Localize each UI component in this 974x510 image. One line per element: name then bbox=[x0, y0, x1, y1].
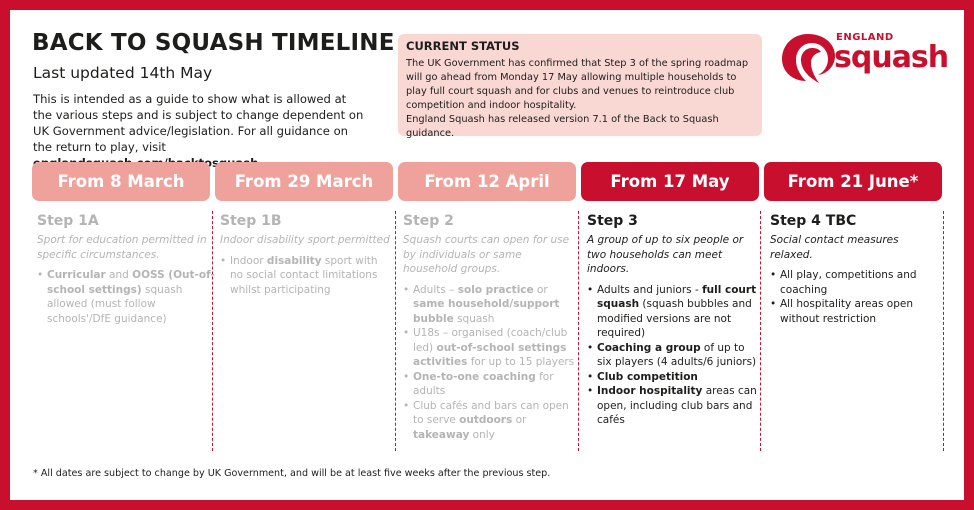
step-bullet: • Club cafés and bars can open to serve outdoors or takeaway only bbox=[403, 399, 575, 443]
step-bullet: • Indoor hospitality areas can open, including club bars and cafés bbox=[587, 384, 757, 428]
date-pill-8-march: From 8 March bbox=[32, 162, 210, 201]
step-subtitle: Sport for education permitted in specific circumstances. bbox=[37, 234, 207, 261]
step-bullet: • Curricular and OOSS (Out-of-school settings) squash allowed (must follow schools'/DfE guidance) bbox=[37, 268, 215, 326]
date-pill-17-may: From 17 May bbox=[581, 162, 759, 201]
step-bullets bbox=[770, 268, 938, 326]
footnote: * All dates are subject to change by UK Government, and will be at least five weeks after the previous step. bbox=[33, 468, 551, 479]
step-column-3 bbox=[587, 213, 757, 428]
page-title: BACK TO SQUASH TIMELINE bbox=[32, 30, 395, 56]
current-status-box bbox=[398, 34, 762, 139]
step-bullet: • Adults – solo practice or same household/support bubble squash bbox=[403, 283, 575, 327]
status-title: CURRENT STATUS bbox=[406, 39, 520, 53]
column-divider bbox=[943, 211, 944, 451]
step-bullets bbox=[220, 254, 392, 298]
step-title: Step 2 bbox=[403, 213, 454, 229]
step-bullet: • Coaching a group of up to six players (4 adults/6 juniors) bbox=[587, 341, 757, 370]
step-column-1a bbox=[37, 213, 215, 326]
step-title: Step 1B bbox=[220, 213, 282, 229]
logo-england-text: ENGLAND bbox=[836, 32, 894, 43]
step-bullet: • One-to-one coaching for adults bbox=[403, 370, 575, 399]
intro-text: This is intended as a guide to show what is allowed at the various steps and is subject to change dependent on UK Government advice/legislation. For all guidance on the return to play, visit bbox=[33, 92, 364, 154]
step-subtitle: Indoor disability sport permitted bbox=[220, 234, 390, 246]
england-squash-logo bbox=[778, 28, 950, 88]
step-bullets bbox=[403, 283, 575, 443]
step-bullet: • Indoor disability sport with no social contact limitations whilst participating bbox=[220, 254, 392, 298]
squash-logo-icon bbox=[778, 28, 838, 88]
step-bullet: • Adults and juniors - full court squash (squash bubbles and modified versions are not required) bbox=[587, 283, 757, 341]
last-updated: Last updated 14th May bbox=[33, 64, 213, 82]
status-text-1: The UK Government has confirmed that Step 3 of the spring roadmap will go ahead from Monday 17 May allowing multiple households to play full court squash and for clubs and venues to reintroduce club competition and indoor hospitality. bbox=[406, 58, 749, 111]
date-pill-29-march: From 29 March bbox=[215, 162, 393, 201]
step-column-2 bbox=[403, 213, 575, 442]
step-subtitle: Squash courts can open for use by individuals or same household groups. bbox=[403, 234, 570, 275]
step-bullet: • All play, competitions and coaching bbox=[770, 268, 938, 297]
intro-paragraph bbox=[33, 91, 368, 171]
column-divider bbox=[578, 211, 579, 451]
step-bullets bbox=[37, 268, 215, 326]
step-column-4 bbox=[770, 213, 938, 326]
logo-squash-text: squash bbox=[834, 40, 949, 75]
step-bullets bbox=[587, 283, 757, 428]
step-title: Step 1A bbox=[37, 213, 99, 229]
step-bullet: • U18s – organised (coach/club led) out-of-school settings activities for up to 15 players bbox=[403, 326, 575, 370]
step-bullet: • All hospitality areas open without restriction bbox=[770, 297, 938, 326]
step-title: Step 3 bbox=[587, 213, 638, 229]
step-subtitle: A group of up to six people or two households can meet indoors. bbox=[587, 234, 744, 275]
step-title: Step 4 TBC bbox=[770, 213, 857, 229]
column-divider bbox=[760, 211, 761, 451]
step-column-1b bbox=[220, 213, 392, 297]
step-subtitle: Social contact measures relaxed. bbox=[770, 234, 899, 261]
column-divider bbox=[395, 211, 396, 451]
date-pill-12-april: From 12 April bbox=[398, 162, 576, 201]
status-text-2: England Squash has released version 7.1 of the Back to Squash guidance. bbox=[406, 114, 719, 139]
date-pill-21-june: From 21 June* bbox=[764, 162, 942, 201]
step-bullet: • Club competition bbox=[587, 370, 757, 385]
